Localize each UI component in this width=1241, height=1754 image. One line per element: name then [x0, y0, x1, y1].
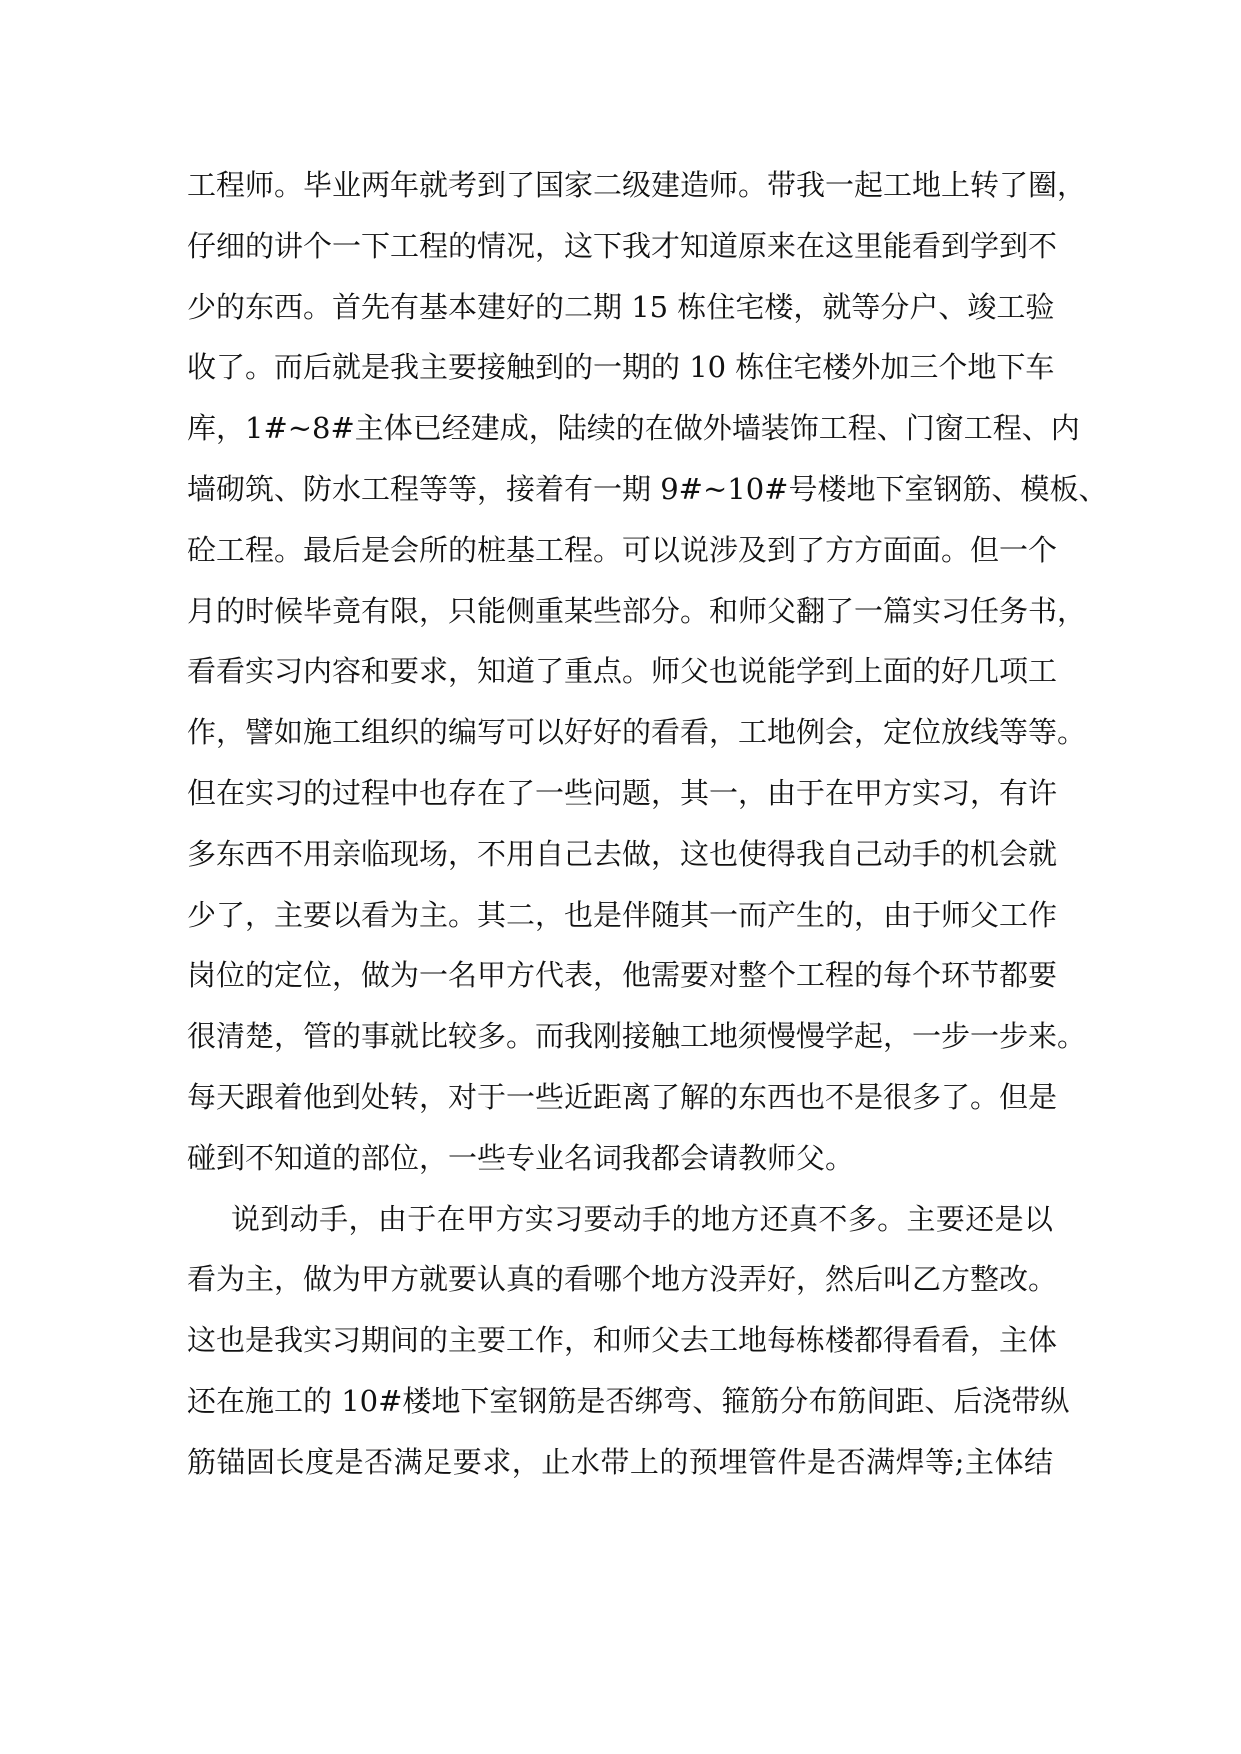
text-line: 收了。而后就是我主要接触到的一期的 10 栋住宅楼外加三个地下车 — [187, 350, 1055, 385]
text-line: 每天跟着他到处转，对于一些近距离了解的东西也不是很多了。但是 — [187, 1079, 1058, 1114]
body-text — [187, 155, 1108, 1493]
text-line: 多东西不用亲临现场，不用自己去做，这也使得我自己动手的机会就 — [187, 836, 1058, 871]
text-line: 这也是我实习期间的主要工作，和师父去工地每栋楼都得看看，主体 — [187, 1323, 1058, 1358]
text-line: 碰到不知道的部位，一些专业名词我都会请教师父。 — [187, 1140, 855, 1175]
text-line: 说到动手，由于在甲方实习要动手的地方还真不多。主要还是以 — [231, 1201, 1053, 1236]
text-line: 作，譬如施工组织的编写可以好好的看看，工地例会，定位放线等等。 — [187, 715, 1087, 750]
text-line: 还在施工的 10#楼地下室钢筋是否绑弯、箍筋分布筋间距、后浇带纵 — [187, 1383, 1070, 1418]
text-line: 月的时候毕竟有限，只能侧重某些部分。和师父翻了一篇实习任务书， — [187, 593, 1087, 628]
paragraph — [187, 1189, 1070, 1493]
text-line: 工程师。毕业两年就考到了国家二级建造师。带我一起工地上转了圈， — [187, 168, 1087, 202]
text-line: 少的东西。首先有基本建好的二期 15 栋住宅楼，就等分户、竣工验 — [187, 289, 1055, 324]
text-line: 看看实习内容和要求，知道了重点。师父也说能学到上面的好几项工 — [187, 654, 1058, 689]
text-line: 很清楚，管的事就比较多。而我刚接触工地须慢慢学起，一步一步来。 — [187, 1019, 1087, 1054]
text-line: 岗位的定位，做为一名甲方代表，他需要对整个工程的每个环节都要 — [187, 958, 1058, 993]
text-line: 筋锚固长度是否满足要求，止水带上的预埋管件是否满焊等;主体结 — [187, 1444, 1053, 1479]
text-line: 但在实习的过程中也存在了一些问题，其一，由于在甲方实习，有许 — [187, 775, 1058, 810]
text-line: 墙砌筑、防水工程等等，接着有一期 9#~10#号楼地下室钢筋、模板、 — [187, 471, 1108, 506]
text-line: 少了，主要以看为主。其二，也是伴随其一而产生的，由于师父工作 — [187, 897, 1058, 932]
text-line: 仔细的讲个一下工程的情况，这下我才知道原来在这里能看到学到不 — [187, 228, 1058, 263]
paragraph — [187, 155, 1108, 1189]
text-line: 库，1#~8#主体已经建成，陆续的在做外墙装饰工程、门窗工程、内 — [187, 411, 1080, 446]
text-line: 砼工程。最后是会所的桩基工程。可以说涉及到了方方面面。但一个 — [187, 532, 1058, 567]
text-line: 看为主，做为甲方就要认真的看哪个地方没弄好，然后叫乙方整改。 — [187, 1262, 1058, 1297]
